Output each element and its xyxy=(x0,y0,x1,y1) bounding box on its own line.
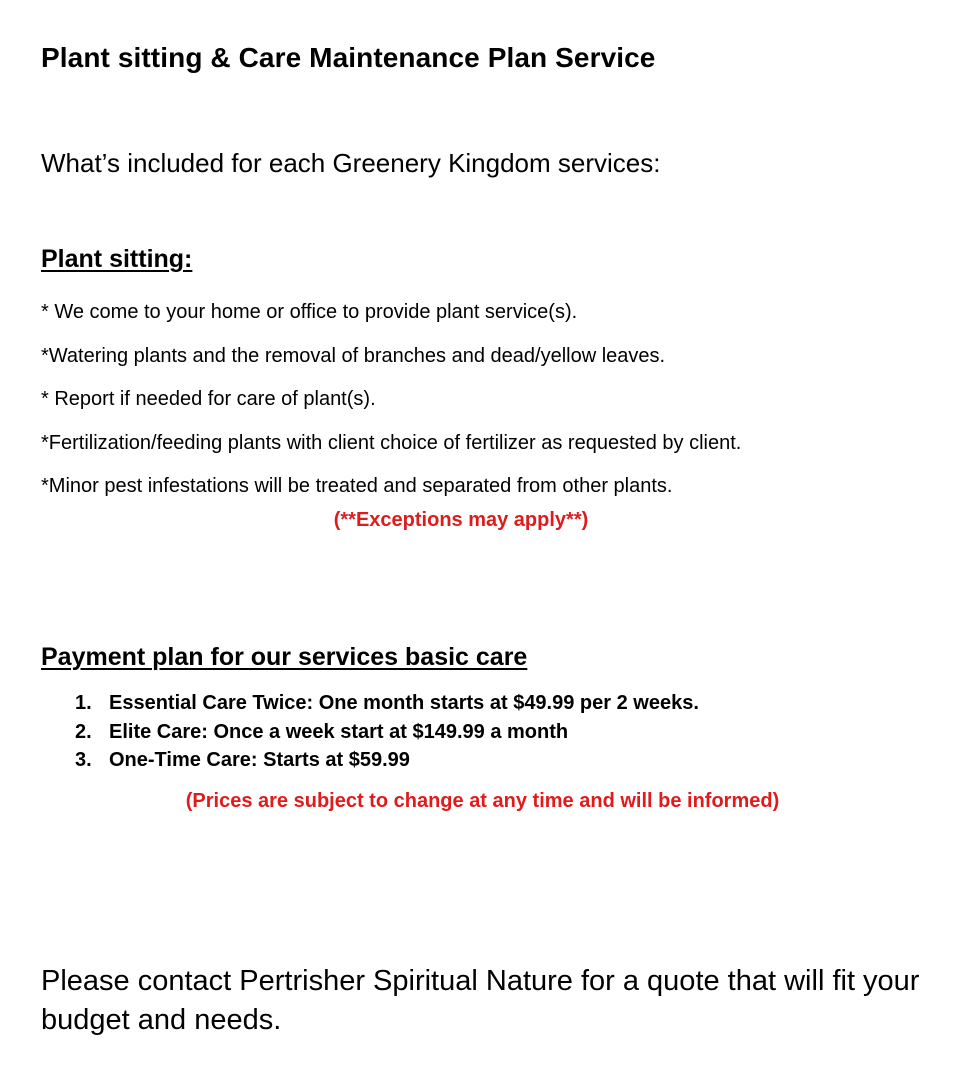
plan-number: 2. xyxy=(75,720,92,743)
plant-sitting-item: *Fertilization/feeding plants with client choice of fertilizer as requested by client. xyxy=(41,431,742,454)
prices-notice: (Prices are subject to change at any time and will be informed) xyxy=(185,790,780,812)
plan-text: Essential Care Twice: One month starts at $49.99 per 2 weeks. xyxy=(109,692,699,714)
plan-number: 3. xyxy=(75,749,92,771)
payment-plan-item xyxy=(75,718,699,747)
plant-sitting-item: * Report if needed for care of plant(s). xyxy=(41,388,376,410)
payment-plan-heading: Payment plan for our services basic care xyxy=(41,643,528,671)
plant-sitting-list xyxy=(41,291,741,509)
plant-sitting-item: * We come to your home or office to provide plant service(s). xyxy=(41,301,578,323)
payment-plan-item xyxy=(75,746,699,775)
plant-sitting-heading: Plant sitting: xyxy=(41,245,193,273)
payment-plan-list xyxy=(75,689,699,775)
plan-text: Elite Care: Once a week start at $149.99 a month xyxy=(109,720,569,743)
closing-text: Please contact Pertrisher Spiritual Nature for a quote that will fit your budget and needs. xyxy=(41,965,920,1036)
intro-text: What’s included for each Greenery Kingdom services: xyxy=(41,148,661,178)
plan-text: One-Time Care: Starts at $59.99 xyxy=(109,749,410,771)
payment-plan-item xyxy=(75,689,699,718)
plant-sitting-item: *Watering plants and the removal of branches and dead/yellow leaves. xyxy=(41,344,666,367)
plan-number: 1. xyxy=(75,692,92,714)
plant-sitting-item: *Minor pest infestations will be treated and separated from other plants. xyxy=(41,475,673,497)
exceptions-notice: (**Exceptions may apply**) xyxy=(333,509,589,531)
document-title: Plant sitting & Care Maintenance Plan Service xyxy=(41,42,656,73)
